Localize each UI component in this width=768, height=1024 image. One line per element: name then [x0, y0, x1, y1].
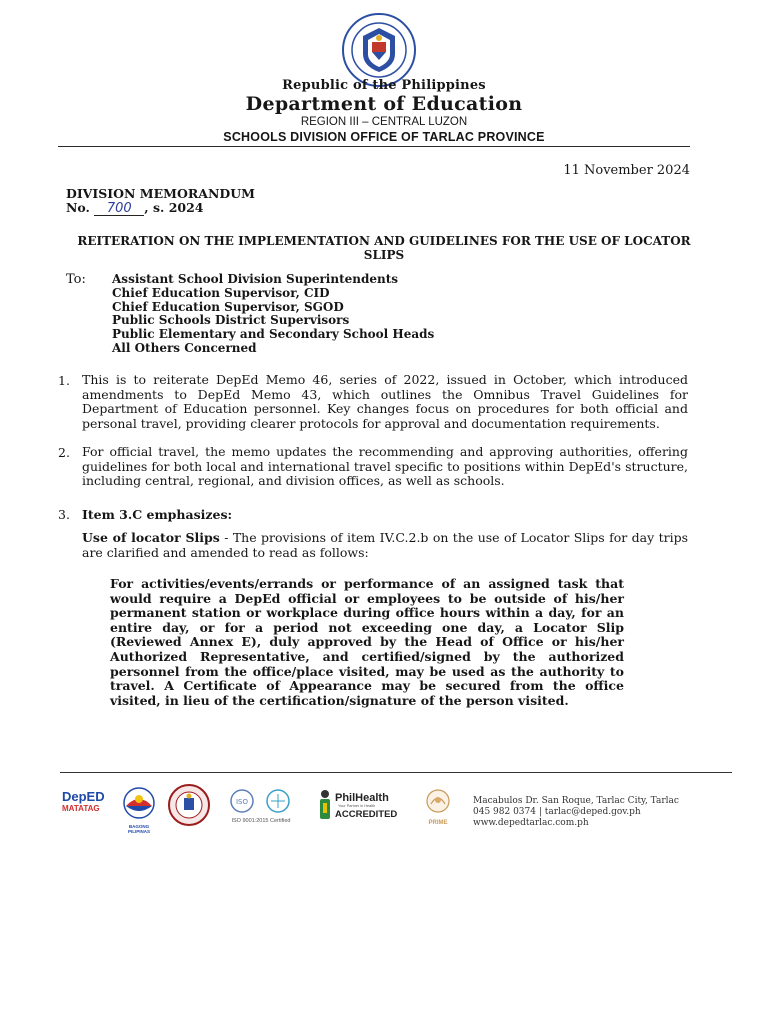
- paragraph-number: 2.: [58, 445, 70, 460]
- bagong-pilipinas-logo: [118, 786, 160, 834]
- phone-email-line: 045 982 0374 | tarlac@deped.gov.ph: [473, 807, 641, 817]
- header-divider: [58, 146, 690, 147]
- philhealth-tagline: Your Partner in Health: [338, 804, 376, 808]
- prime-text: PRIME: [428, 820, 448, 826]
- republic-heading: Republic of the Philippines: [282, 78, 486, 93]
- paragraph-number: 3.: [58, 507, 70, 522]
- bagong-pilipinas-text: BAGONG PILIPINAS: [127, 824, 150, 834]
- memo-date: 11 November 2024: [563, 163, 690, 178]
- memo-number-handwritten: 700: [94, 203, 144, 216]
- region-heading: REGION III – CENTRAL LUZON: [300, 116, 468, 128]
- locator-slip-text: - The provisions of item IV.C.2.b on the use of Locator Slips for day trips are clarified and amended to read as follows:: [82, 530, 689, 560]
- recipient-item: Chief Education Supervisor, CID: [112, 285, 330, 300]
- memo-subject: REITERATION ON THE IMPLEMENTATION AND GUIDELINES FOR THE USE OF LOCATOR SLIPS: [77, 234, 691, 262]
- svg-text:ISO: ISO: [235, 798, 249, 806]
- iso-badge-icon: [222, 788, 300, 814]
- website-line: www.depedtarlac.com.ph: [473, 818, 589, 828]
- philhealth-text: PhilHealth: [335, 792, 389, 804]
- recipient-item: Public Elementary and Secondary School Heads: [112, 327, 435, 342]
- quoted-provision: For activities/events/errands or performance of an assigned task that would require a DepEd official or employees to be outside of his/her permanent station or workplace during office hours within a day, for an entire day, or for a period not exceeding one day, a Locator Slip (Reviewed Annex E), duly approved by the Head of Office or his/her Authorized Representative, and certified/signed by the authorized personnel from the office/place visited, may be used as the authority to travel. A Certificate of Appearance may be secured from the office visited, in lieu of the certification/signature of the person visited.: [110, 576, 624, 708]
- accredited-text: ACCREDITED: [335, 809, 398, 820]
- locator-slip-paragraph: [82, 531, 688, 560]
- iso-text: ISO 9001:2015 Certified: [231, 818, 291, 824]
- deped-matatag-logo: [62, 790, 112, 824]
- memo-title: DIVISION MEMORANDUM: [66, 186, 255, 201]
- footer-divider: [60, 772, 732, 773]
- item-3-heading: Item 3.C emphasizes:: [82, 507, 233, 522]
- paragraph-2: For official travel, the memo updates the recommending and approving authorities, offering guidelines for both local and international travel specific to positions within DepEd's structure, including central, regional, and division offices, as well as schools.: [82, 444, 688, 488]
- recipient-item: All Others Concerned: [112, 340, 257, 355]
- recipient-item: Public Schools District Supervisors: [112, 313, 350, 328]
- deped-logo-text: DepED: [62, 789, 105, 804]
- philhealth-figure-icon: [318, 789, 332, 821]
- address-line: Macabulos Dr. San Roque, Tarlac City, Tarlac: [473, 796, 679, 806]
- memo-series: , s. 2024: [144, 200, 204, 215]
- iso-certification-logo: [222, 788, 300, 824]
- recipient-item: Assistant School Division Superintendents: [112, 272, 399, 286]
- to-label: To:: [66, 272, 86, 287]
- paragraph-number: 1.: [58, 373, 70, 388]
- matatag-logo-text: MATATAG: [62, 804, 100, 813]
- bagong-pilipinas-icon: [118, 786, 160, 820]
- office-heading: SCHOOLS DIVISION OFFICE OF TARLAC PROVINCE: [223, 130, 545, 144]
- memo-number-line: [66, 200, 204, 216]
- department-heading: Department of Education: [245, 93, 523, 115]
- locator-slip-heading: Use of locator Slips: [82, 530, 220, 545]
- philhealth-accredited-logo: [318, 789, 408, 825]
- paragraph-1: This is to reiterate DepEd Memo 46, series of 2022, issued in October, which introduced amendments to DepEd Memo 43, which outlines the Omnibus Travel Guidelines for Department of Education personnel. Key changes focus on procedures for both official and personal travel, providing clearer protocols for approval and documentation requirements.: [82, 372, 688, 431]
- recipient-list: [112, 273, 434, 356]
- recipient-item: Chief Education Supervisor, SGOD: [112, 299, 344, 314]
- prime-laurel-icon: [420, 788, 456, 816]
- office-address-block: [473, 796, 679, 829]
- memo-number-label: No.: [66, 200, 90, 215]
- deped-seal-logo: [341, 12, 417, 88]
- prime-hrm-logo: [420, 788, 456, 826]
- sdo-tarlac-seal-icon: [167, 783, 211, 827]
